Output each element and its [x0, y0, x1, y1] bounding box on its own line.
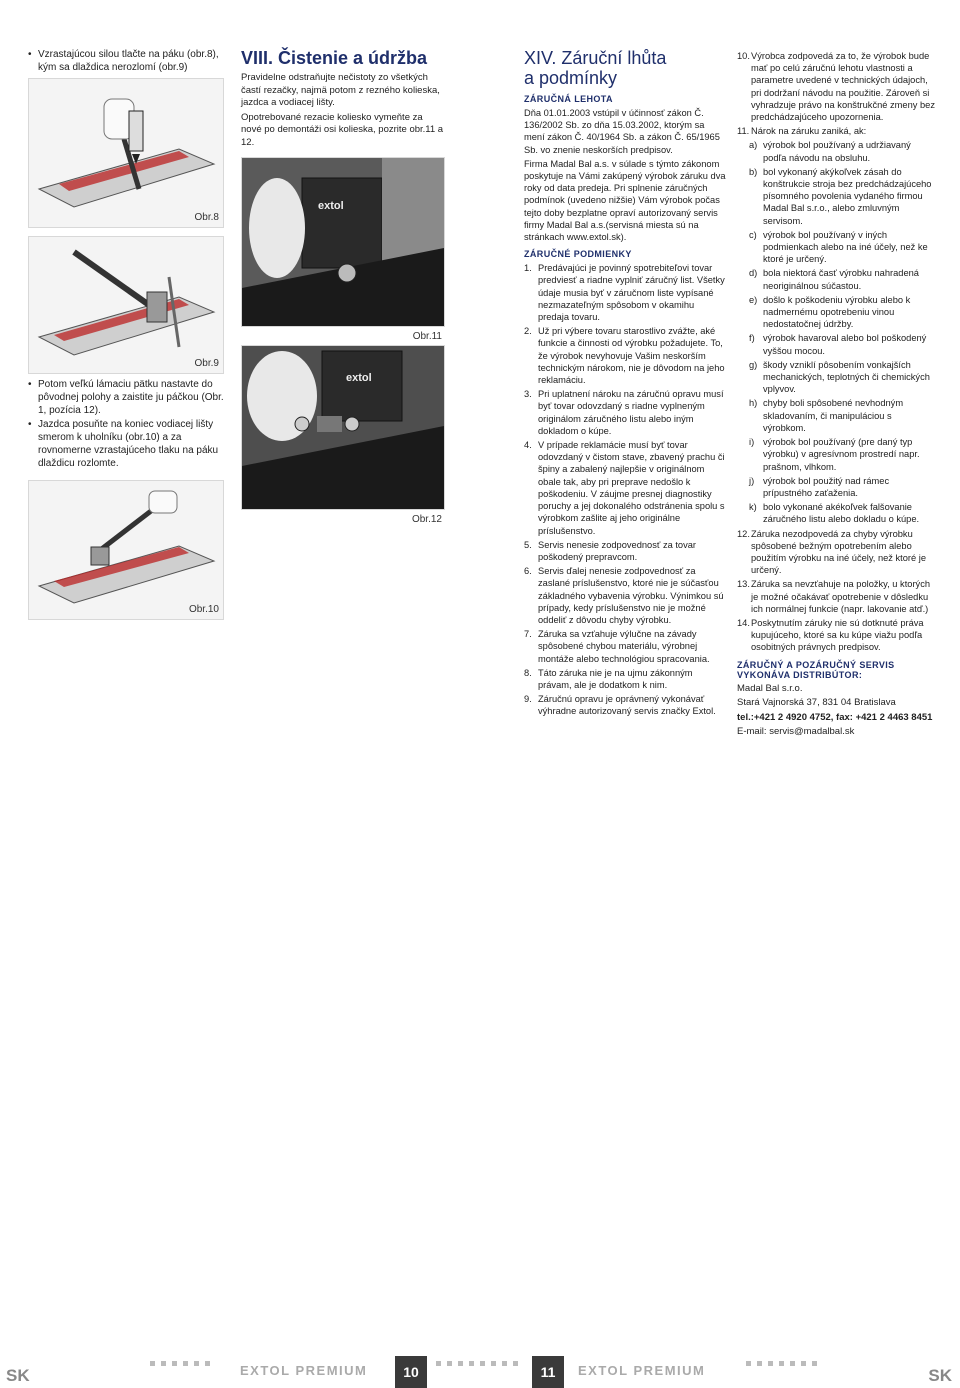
list-item: b) bol vykonaný akýkoľvek zásah do konštrukcie stroja bez predchádzajúceho písomného povolenia vydaného firmou Madal Bal s.r.o., alebo zmluvným servisom. — [749, 166, 932, 226]
page-number: 10 — [395, 1356, 427, 1388]
decorative-dots — [746, 1360, 817, 1366]
list-item: 10. Výrobca zodpovedá za to, že výrobok bude mať po celú záručnú lehotu vlastnosti a parametre uvedené v technických údajoch, pri dodržaní návodu na použitie. Zároveň si vyhradzuje právo na konštrukčné zmeny bez predchádzajúceho upozornenia. — [737, 51, 935, 123]
figure-label: Obr.10 — [188, 604, 219, 615]
figure-11 — [241, 157, 445, 342]
list-item: 2. Už pri výbere tovaru starostlivo zvážte, aké funkcie a činnosti od výrobku požadujete. To, že výrobok nevyhovuje Vašim neskorším technickým nárokom, nie je dôvodom na jeho reklamáciu. — [524, 326, 725, 386]
section-title: VIII. Čistenie a údržba — [241, 48, 428, 68]
bullet-text: • Vzrastajúcou silou tlačte na páku (obr.8), kým sa dlaždica nerozlomí (obr.9) — [28, 48, 224, 74]
language-code: SK — [6, 1366, 30, 1385]
list-item: j) výrobok bol použitý nad rámec prípustného zaťaženia. — [749, 475, 890, 498]
column-1 — [28, 48, 224, 620]
list-item: 11. Nárok na záruku zaniká, ak: — [737, 126, 867, 137]
title-line: a podmínky — [524, 68, 618, 88]
list-item: i) výrobok bol používaný (pre daný typ výrobku) v agresívnom prostredí napr. prašnom, vlhkom. — [749, 437, 920, 472]
list-item: 8. Táto záruka nie je na ujmu zákonným právam, ale je dodatkom k nim. — [524, 667, 693, 690]
list-item: 6. Servis ďalej nenesie zodpovednosť za zaslané príslušenstvo, ktoré nie je súčasťou základného vybavenia výrobku. Výnimkou sú prípady, kedy príslušenstvo nie je možné oddeliť z dôvodu chyby výrobku. — [524, 566, 724, 625]
bullet-text: • Potom veľkú lámaciu pätku nastavte do pôvodnej polohy a zaistite ju páčkou (Obr. 1, pozícia 12). — [28, 378, 224, 417]
brand-logo: extol — [318, 200, 344, 212]
column-2 — [241, 48, 445, 525]
distributor-name: Madal Bal s.r.o. — [737, 682, 803, 694]
list-item: d) bola niektorá časť výrobku nahradená neoriginálnou súčastou. — [749, 268, 919, 291]
list-item: 14. Poskytnutím záruky nie sú dotknuté práva kupujúceho, ktoré sa ku kúpe viažu podľa osobitných právnych predpisov. — [737, 617, 924, 653]
void-conditions-list — [737, 139, 935, 525]
tile-cutter-illustration — [29, 481, 223, 619]
heading-line: ZÁRUČNÝ A POZÁRUČNÝ SERVIS — [737, 659, 895, 670]
paragraph: Opotrebované rezacie koliesko vymeňte za nové po demontáži osi kolieska, pozrite obr.11 a 12. — [241, 111, 444, 148]
list-item: a) výrobok bol používaný a udržiavaný podľa návodu na obsluhu. — [749, 140, 911, 163]
figure-9 — [28, 236, 224, 374]
figure-label: Obr.11 — [412, 331, 442, 342]
list-item: 7. Záruka sa vzťahuje výlučne na závady spôsobené chybou materiálu, výrobnej montáže alebo technológiou spracovania. — [524, 629, 710, 664]
distributor-email: E-mail: servis@madalbal.sk — [737, 726, 855, 738]
list-item: f) výrobok havaroval alebo bol poškodený vyššou mocou. — [749, 333, 927, 356]
page-number: 11 — [532, 1356, 564, 1388]
column-4 — [737, 50, 935, 741]
distributor-phone: tel.:+421 2 4920 4752, fax: +421 2 4463 8451 — [737, 711, 933, 723]
figure-label: Obr.9 — [194, 358, 219, 369]
list-item: 12. Záruka nezodpovedá za chyby výrobku spôsobené bežným opotrebením alebo použitím výrobku na iné účely, než ktoré je určený. — [737, 528, 927, 576]
list-item: k) bolo vykonané akékoľvek falšovanie záručného listu alebo dokladu o kúpe. — [749, 502, 920, 525]
figure-12 — [241, 345, 445, 525]
figure-label: Obr.8 — [194, 212, 219, 223]
paragraph: Pravidelne odstraňujte nečistoty zo všetkých častí rezačky, najmä potom z rezného kolieska, jazdca a vodiacej lišty. — [241, 72, 440, 108]
subheading: ZÁRUČNÁ LEHOTA — [524, 94, 613, 104]
list-item: 1. Predávajúci je povinný spotrebiteľovi tovar predviesť a riadne vyplniť záručný list. Všetky údaje musia byť v záručnom liste vypísané nezmazateľným spôsobom v okamihu predaja tovaru. — [524, 263, 725, 323]
section-title — [524, 48, 726, 88]
list-item: e) došlo k poškodeniu výrobku alebo k nadmernému opotrebeniu vinou nedostatočnej údržby. — [749, 294, 911, 330]
list-item: 5. Servis nenesie zodpovednosť za tovar poškodený prepravcom. — [524, 539, 697, 562]
tile-cutter-illustration — [29, 79, 223, 227]
figure-10 — [28, 480, 224, 620]
subheading: ZÁRUČNÉ PODMIENKY — [524, 249, 632, 260]
brand-name: EXTOL PREMIUM — [578, 1363, 706, 1378]
paragraph: Dňa 01.01.2003 vstúpil v účinnosť zákon Č. 136/2002 Sb. zo dňa 15.03.2002, ktorým sa mení zákon Č. 40/1964 Sb. a zákon Č. 65/1965 Sb. vo znenie neskorších predpisov. — [524, 108, 720, 155]
list-item: 13. Záruka sa nevzťahuje na položky, u ktorých je možné očakávať opotrebenie v dôsledku ich normálnej funkcie (napr. lakovanie atď.) — [737, 579, 931, 614]
list-item: c) výrobok bol používaný v iných podmienkach alebo na iné účely, než ke ktoré je určený. — [749, 229, 928, 265]
cutter-head-photo — [242, 346, 444, 509]
column-3 — [524, 48, 726, 720]
conditions-list — [737, 528, 935, 654]
cutter-head-photo — [242, 158, 444, 326]
tile-cutter-illustration — [29, 237, 223, 373]
list-item: 4. V prípade reklamácie musí byť tovar odovzdaný v čistom stave, zbavený prachu či špiny a zabalený najlepšie v originálnom obale tak, aby pri preprave nedošlo k poškodeniu. V záujme presnej diagnostiky poruchy a jej dokonalého odstránenia spolu s výrobkom zašlite aj jeho originálne príslušenstvo. — [524, 440, 725, 536]
list-item: h) chyby boli spôsobené nevhodným skladovaním, či manipuláciou s výrobkom. — [749, 398, 904, 433]
language-code: SK — [928, 1366, 952, 1385]
brand-logo: extol — [346, 372, 372, 384]
bullet-text: • Jazdca posuňte na koniec vodiacej lišty smerom k uholníku (obr.10) a za rovnomerne vzrastajúceho tlaku na páku dlaždicu rozlomte. — [28, 418, 224, 470]
conditions-list — [524, 262, 726, 717]
list-item: 3. Pri uplatnení nároku na záručnú opravu musí byť tovar odovzdaný s riadne vyplneným originálom záručného listu alebo iným dokladom o kúpe. — [524, 389, 724, 436]
brand-name: EXTOL PREMIUM — [240, 1363, 368, 1378]
list-item: g) škody vzniklí pôsobením vonkajších mechanických, teplotných či chemických vplyvov. — [749, 359, 930, 395]
paragraph: Firma Madal Bal a.s. v súlade s týmto zákonom poskytuje na Vámi zakúpený výrobok záruku dva roky od data predeja. Pri splnenie záručných podmínok (uvedeno nižšie) Vám výrobok počas tejto doby bezplatne opraví autorizovaný servis firmy Madal Bal a.s.(servisná miesta sú na stránkach www.extol.sk). — [524, 158, 726, 243]
list-item: 9. Záručnú opravu je oprávnený vykonávať výhradne autorizovaný servis značky Extol. — [524, 694, 716, 717]
title-line: XIV. Záruční lhůta — [524, 48, 667, 68]
heading-line: VYKONÁVA DISTRIBÚTOR: — [737, 669, 863, 680]
conditions-list — [737, 50, 935, 137]
figure-8 — [28, 78, 224, 228]
decorative-dots — [436, 1360, 518, 1366]
figure-label: Obr.12 — [411, 514, 442, 525]
distributor-address: Stará Vajnorská 37, 831 04 Bratislava — [737, 697, 896, 709]
decorative-dots — [150, 1360, 210, 1366]
